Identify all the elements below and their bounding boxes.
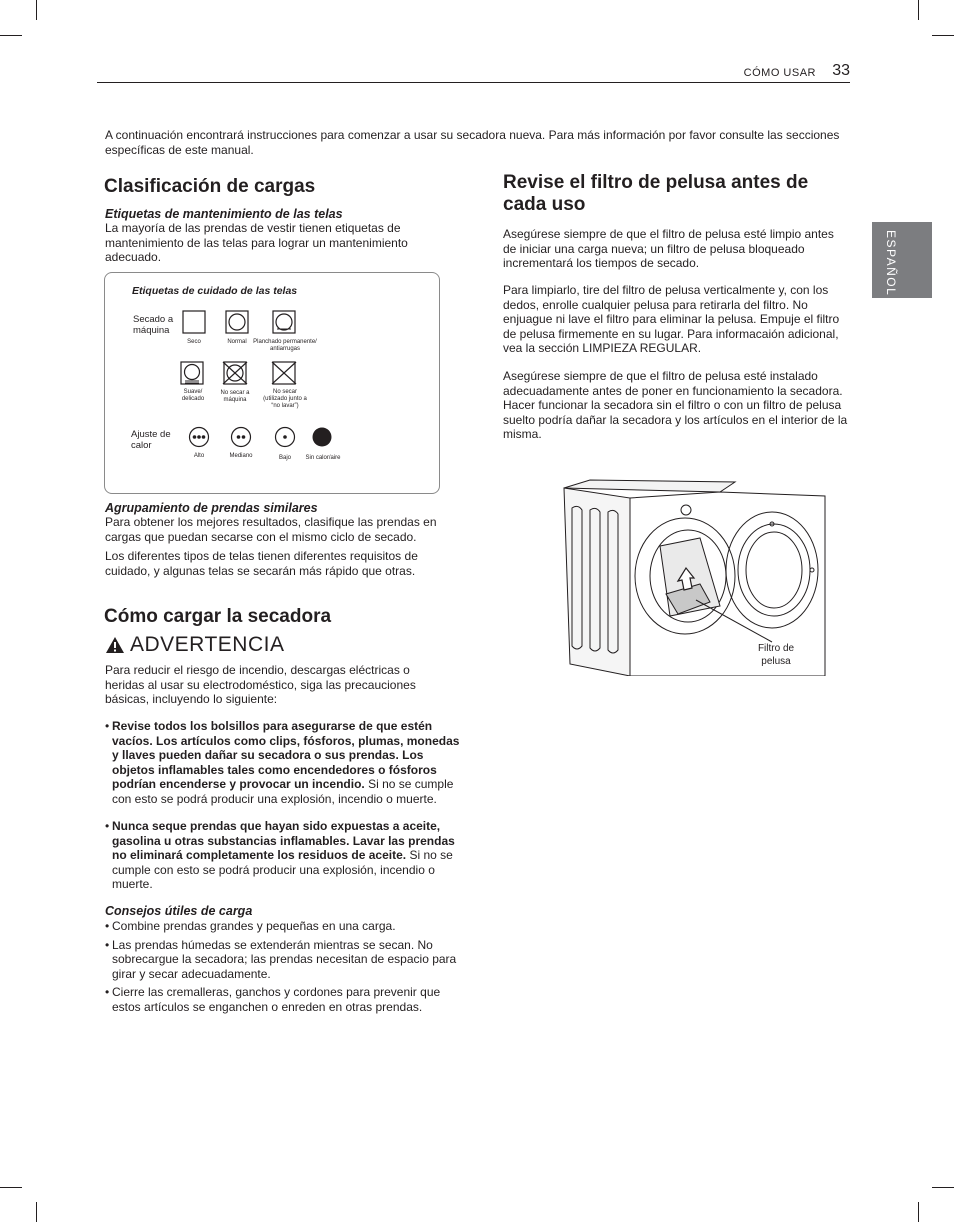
warning-item-text: Si no se cumple con esto se podrá producir una explosión, incendio o muerte. xyxy=(112,848,453,891)
warning-item-bold: Revise todos los bolsillos para asegurarse de que estén vacíos. Los artículos como clips, fósforos, plumas, monedas y llaves pueden dañar su secadora o sus prendas. Los objetos inflamables tales como encendedores o fósforos podrían encenderse y provocar un incendio. xyxy=(112,719,460,791)
grouping-text: Para obtener los mejores resultados, clasifique las prendas en cargas que puedan secarse con el mismo ciclo de secado. xyxy=(105,515,437,544)
crop-mark xyxy=(0,1187,22,1188)
page-number: 33 xyxy=(832,62,850,79)
heat-symbol-label: Sin calor/aire xyxy=(305,455,341,461)
symbol-label: Seco xyxy=(187,339,201,345)
warning-list xyxy=(105,819,460,896)
loading-title: Cómo cargar la secadora xyxy=(104,606,332,627)
tip-item: • Las prendas húmedas se extenderán mientras se secan. No sobrecargue la secadora; las prendas necesitan de espacio para girar y secar adecuadamente. xyxy=(105,938,460,982)
warning-item-bold: Nunca seque prendas que hayan sido expuestas a aceite, gasolina u otras substancias inflamables. Lavar las prendas no eliminará completamente los residuos de aceite. xyxy=(112,819,455,862)
crop-mark xyxy=(36,0,37,20)
warning-heading xyxy=(105,633,284,657)
care-symbol-chart xyxy=(104,272,440,494)
lint-paragraph: Asegúrese siempre de que el filtro de pelusa esté limpio antes de iniciar una carga nueva; un filtro de pelusa bloqueado incrementará los tiempos de secado. xyxy=(503,227,834,270)
lint-paragraph: Asegúrese siempre de que el filtro de pelusa esté instalado adecuadamente antes de poner en funcionamiento la secadora. Hacer funcionar la secadora sin el filtro o con un filtro de pelusa suelto podría dañar la secadora y los artículos en el interior de la misma. xyxy=(503,369,848,441)
care-chart-title: Etiquetas de cuidado de las telas xyxy=(132,285,298,297)
grouping-heading: Agrupamiento de prendas similares xyxy=(105,501,318,515)
care-labels-text: La mayoría de las prendas de vestir tienen etiquetas de mantenimiento de las telas para lograr un mantenimiento adecuado. xyxy=(105,221,408,264)
symbol-label: No secar (utilizado junto a “no lavar”) xyxy=(263,389,307,409)
delicate-icon xyxy=(180,361,204,385)
care-labels-heading: Etiquetas de mantenimiento de las telas xyxy=(105,207,343,221)
heat-symbol-label: Mediano xyxy=(229,453,253,459)
do-not-dry-icon xyxy=(271,361,297,385)
header-section-title: CÓMO USAR xyxy=(743,67,816,79)
header-rule xyxy=(97,82,850,83)
heat-symbol-label: Alto xyxy=(193,453,205,459)
heat-setting-label: Ajuste de calor xyxy=(131,429,171,451)
tip-item: • Combine prendas grandes y pequeñas en una carga. xyxy=(105,919,460,934)
no-heat-icon xyxy=(311,426,333,448)
crop-mark xyxy=(932,35,954,36)
crop-mark xyxy=(36,1202,37,1222)
warning-item-text: Si no se cumple con esto se podrá producir una explosión, incendio o muerte. xyxy=(112,777,454,806)
high-heat-icon xyxy=(188,426,210,448)
lint-paragraph: Para limpiarlo, tire del filtro de pelusa verticalmente y, con los dedos, enrolle cualquier pelusa para retirarla del filtro. No enjuague ni lave el filtro para eliminar la pelusa. Empuje el filtro de pelusa firmemente en su lugar. Para informacaión adicional, vea la sección LIMPIEZA REGULAR. xyxy=(503,283,840,355)
tumble-dry-normal-icon xyxy=(225,310,249,334)
warning-item xyxy=(105,819,460,892)
lint-filter-callout: Filtro de pelusa xyxy=(757,643,795,667)
side-tab-label: ESPAÑOL xyxy=(884,230,898,297)
intro-text: A continuación encontrará instrucciones para comenzar a usar su secadora nueva. Para más información por favor consulte las secciones específicas de este manual. xyxy=(105,128,840,157)
symbol-label: Planchado permanente/ antiarrugas xyxy=(253,339,317,352)
warning-label: ADVERTENCIA xyxy=(130,633,285,656)
tips-heading: Consejos útiles de carga xyxy=(105,904,253,918)
warning-intro: Para reducir el riesgo de incendio, descargas eléctricas o heridas al usar su electrodoméstico, siga las precauciones básicas, incluyendo lo siguiente: xyxy=(105,663,416,706)
low-heat-icon xyxy=(274,426,296,448)
symbol-label: No secar a máquina xyxy=(220,390,250,403)
symbol-label: Suave/ delicado xyxy=(181,389,205,402)
lint-filter-title: Revise el filtro de pelusa antes de cada uso xyxy=(503,172,809,215)
do-not-tumble-dry-icon xyxy=(222,361,248,385)
symbol-label: Normal xyxy=(227,339,247,345)
tips-list xyxy=(105,919,460,1018)
heat-symbol-label: Bajo xyxy=(278,455,291,461)
crop-mark xyxy=(918,0,919,20)
tip-item: • Cierre las cremalleras, ganchos y cordones para prevenir que estos artículos se enganchen o enreden en otras prendas. xyxy=(105,985,460,1014)
crop-mark xyxy=(932,1187,954,1188)
grouping-text: Los diferentes tipos de telas tienen diferentes requisitos de cuidado, y algunas telas se secarán más rápido que otras. xyxy=(105,549,418,578)
sorting-title: Clasificación de cargas xyxy=(104,176,316,197)
dry-square-icon xyxy=(182,310,206,334)
warning-list xyxy=(105,719,465,810)
permanent-press-icon xyxy=(272,310,296,334)
medium-heat-icon xyxy=(230,426,252,448)
crop-mark xyxy=(918,1202,919,1222)
warning-item xyxy=(105,719,465,806)
warning-triangle-icon xyxy=(105,636,125,654)
language-side-tab xyxy=(872,222,932,298)
crop-mark xyxy=(0,35,22,36)
tumble-dry-label: Secado a máquina xyxy=(133,314,174,336)
